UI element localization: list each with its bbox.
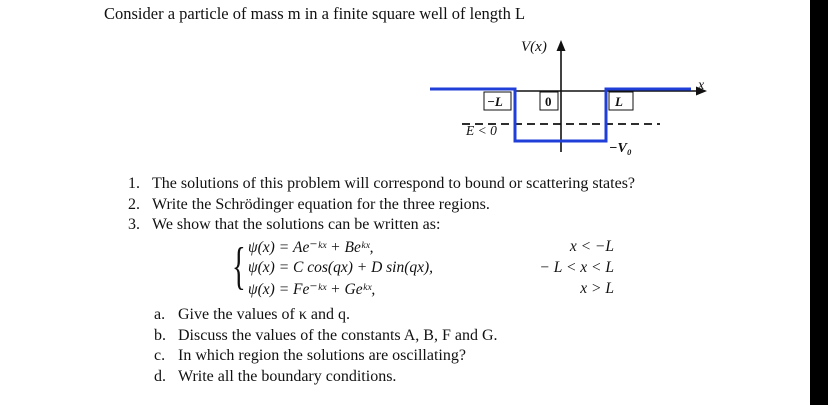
question-item: 2. Write the Schrödinger equation for the three regions. xyxy=(128,195,490,213)
region-condition: x > L xyxy=(580,280,614,297)
solution-equation: ψ(x) = Fe⁻ᵏˣ + Geᵏˣ, xyxy=(248,281,376,298)
subquestion-item: a. Give the values of κ and q. xyxy=(154,306,351,323)
y-axis-arrow xyxy=(557,40,566,51)
question-item: 3. We show that the solutions can be written as: xyxy=(128,216,441,233)
question-item: 1. The solutions of this problem will correspond to bound or scattering states? xyxy=(128,175,636,192)
right-edge-label: L xyxy=(615,94,623,109)
origin-label: 0 xyxy=(545,94,552,109)
solution-system xyxy=(232,238,622,300)
subquestion-item: c. In which region the solutions are oscillating? xyxy=(154,347,466,364)
region-condition: x < −L xyxy=(569,238,614,255)
left-brace: { xyxy=(232,238,246,295)
region-condition: − L < x < L xyxy=(539,259,614,276)
finite-square-well-diagram xyxy=(0,0,810,175)
left-edge-label: −L xyxy=(487,94,503,109)
solution-equation: ψ(x) = C cos(qx) + D sin(qx), xyxy=(248,259,434,276)
x-axis-label: x xyxy=(698,78,705,93)
solution-equation: ψ(x) = Ae⁻ᵏˣ + Beᵏˣ, xyxy=(248,239,374,256)
problem-statement: Consider a particle of mass m in a finite square well of length L xyxy=(104,4,526,23)
depth-label: −V₀ xyxy=(609,141,632,156)
subquestion-item: b. Discuss the values of the constants A, B, F and G. xyxy=(154,326,498,344)
y-axis-label: V(x) xyxy=(521,39,547,55)
subquestion-item: d. Write all the boundary conditions. xyxy=(154,367,397,385)
subquestion-list xyxy=(154,305,498,387)
energy-label: E < 0 xyxy=(466,123,497,138)
question-list xyxy=(128,174,635,236)
